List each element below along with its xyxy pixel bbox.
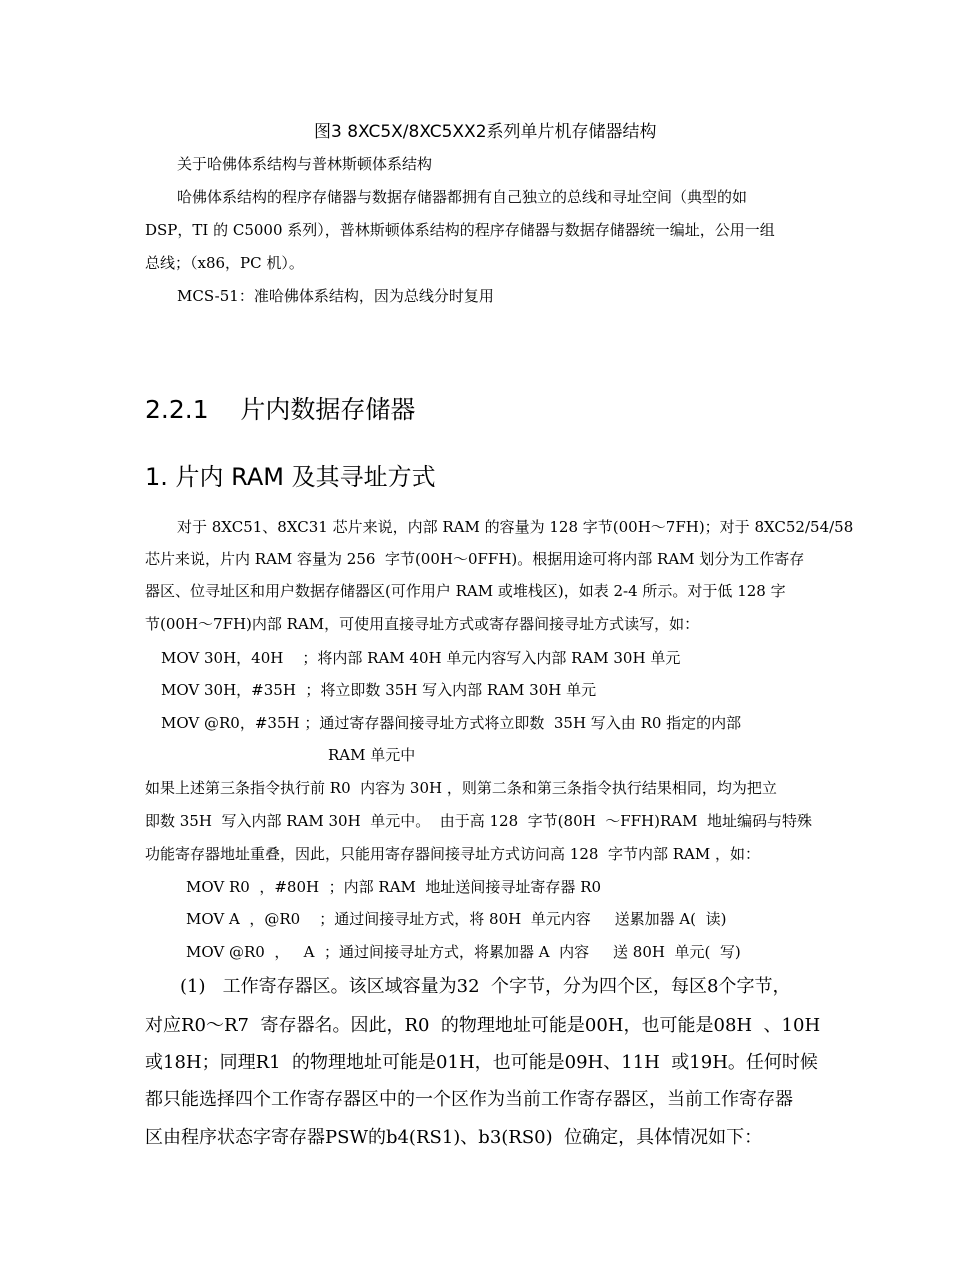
para2-line: 即数 35H 写入内部 RAM 30H 单元中。 由于高 128 字节(80H ～FFH)RAM 地址编码与特殊 bbox=[145, 812, 812, 830]
para3-line: (1) 工作寄存器区。该区域容量为32 个字节，分为四个区，每区8个字节， bbox=[180, 976, 791, 997]
para1-line: 节(00H～7FH)内部 RAM，可使用直接寻址方式或寄存器间接寻址方式读写，如： bbox=[145, 615, 700, 633]
figure-caption: 图3 8XC5X/8XC5XX2系列单片机存储器结构 bbox=[314, 122, 657, 142]
para1-line: 器区、位寻址区和用户数据存储器区(可作用户 RAM 或堆栈区)，如表 2-4 所示。对于低 128 字 bbox=[145, 582, 786, 600]
code-line: MOV R0 ，#80H ；内部 RAM 地址送间接寻址寄存器 R0 bbox=[186, 878, 602, 896]
code-line: MOV @R0 ， A ；通过间接寻址方式，将累加器 A 内容 送 80H 单元( 写) bbox=[186, 943, 741, 961]
para2-line: 功能寄存器地址重叠，因此，只能用寄存器间接寻址方式访问高 128 字节内部 RAM ，如： bbox=[145, 845, 760, 863]
code-line-continuation: RAM 单元中 bbox=[328, 746, 416, 764]
code-line: MOV @R0，#35H ；通过寄存器间接寻址方式将立即数 35H 写入由 R0 指定的内部 bbox=[161, 714, 742, 732]
intro-topic: 关于哈佛体系结构与普林斯顿体系结构 bbox=[177, 155, 433, 173]
intro-line: 哈佛体系结构的程序存储器与数据存储器都拥有自己独立的总线和寻址空间（典型的如 bbox=[177, 188, 748, 206]
intro-line: 总线；（x86，PC 机）。 bbox=[145, 254, 304, 272]
code-line: MOV 30H，40H ；将内部 RAM 40H 单元内容写入内部 RAM 30H 单元 bbox=[161, 649, 681, 667]
para3-line: 都只能选择四个工作寄存器区中的一个区作为当前工作寄存器区，当前工作寄存器 bbox=[145, 1089, 793, 1110]
para3-line: 区由程序状态字寄存器PSW的b4(RS1)、b3(RS0) 位确定，具体情况如下： bbox=[145, 1127, 763, 1148]
para1-line: 芯片来说，片内 RAM 容量为 256 字节(00H～0FFH)。根据用途可将内部 RAM 划分为工作寄存 bbox=[145, 550, 805, 568]
para3-line: 对应R0～R7 寄存器名。因此，R0 的物理地址可能是00H，也可能是08H 、10H bbox=[145, 1015, 821, 1036]
section-heading: 2.2.1 片内数据存储器 bbox=[145, 395, 416, 424]
subsection-heading: 1. 片内 RAM 及其寻址方式 bbox=[145, 463, 436, 491]
para1-line: 对于 8XC51、8XC31 芯片来说，内部 RAM 的容量为 128 字节(00H～7FH)；对于 8XC52/54/58 bbox=[177, 518, 854, 536]
intro-mcs51: MCS-51：准哈佛体系结构，因为总线分时复用 bbox=[177, 287, 494, 305]
code-line: MOV 30H，#35H ；将立即数 35H 写入内部 RAM 30H 单元 bbox=[161, 681, 597, 699]
para3-line: 或18H；同理R1 的物理地址可能是01H，也可能是09H、11H 或19H。任何时候 bbox=[145, 1052, 818, 1073]
code-line: MOV A ，@R0 ；通过间接寻址方式，将 80H 单元内容 送累加器 A( 读) bbox=[186, 910, 727, 928]
intro-line: DSP，TI 的 C5000 系列），普林斯顿体系结构的程序存储器与数据存储器统一编址，公用一组 bbox=[145, 221, 775, 239]
para2-line: 如果上述第三条指令执行前 R0 内容为 30H ，则第二条和第三条指令执行结果相同，均为把立 bbox=[145, 779, 777, 797]
